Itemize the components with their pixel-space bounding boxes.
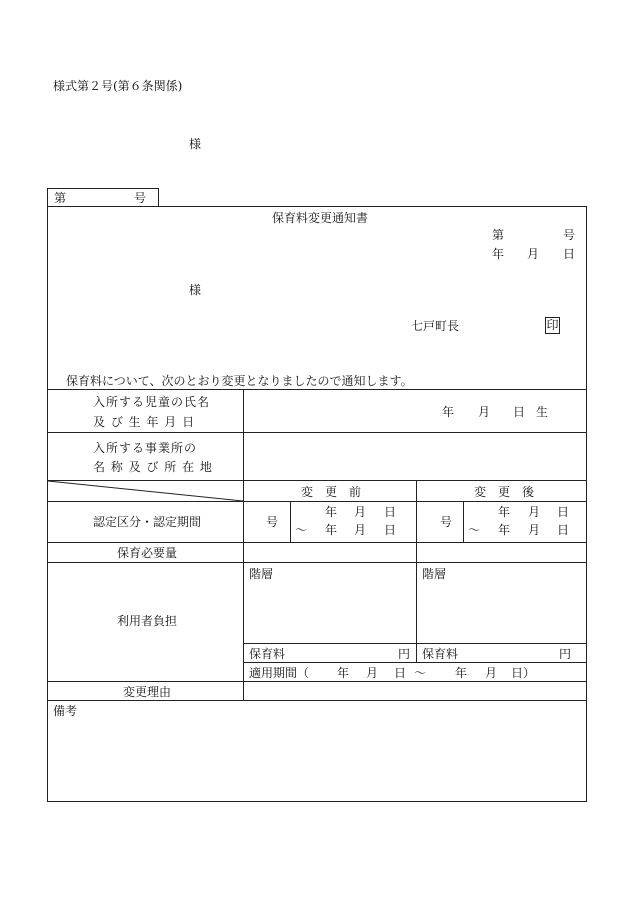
recipient-honorific: 様: [189, 283, 202, 297]
before-fee-yen: 円: [398, 647, 411, 661]
birth-suffix: 生: [536, 405, 549, 419]
after-tier-label: 階層: [422, 567, 447, 581]
period-start-year: 年: [337, 666, 350, 680]
before-start-day: 日: [384, 505, 397, 519]
ref-no-dai: 第: [492, 228, 505, 242]
birth-year: 年: [442, 405, 455, 419]
date-year: 年: [492, 247, 505, 261]
birth-day: 日: [513, 405, 526, 419]
facility-address-label: 名 称 及 び 所 在 地: [93, 460, 213, 474]
intro-text: 保育料について、次のとおり変更となりましたので通知します。: [66, 374, 413, 388]
doc-number-go: 号: [134, 191, 147, 205]
before-go: 号: [266, 515, 279, 529]
period-end-year: 年: [455, 666, 468, 680]
row-line: [47, 501, 587, 502]
before-fee-label: 保育料: [249, 647, 286, 661]
before-end-day: 日: [384, 523, 397, 537]
row-line: [47, 432, 587, 433]
before-tier-label: 階層: [249, 567, 274, 581]
after-end-month: 月: [528, 523, 541, 537]
after-header: 変 更 後: [474, 485, 535, 499]
period-label: 適用期間（: [249, 666, 310, 680]
form-number: 様式第２号(第６条関係): [53, 79, 183, 93]
col-line: [243, 389, 244, 700]
period-start-month: 月: [366, 666, 379, 680]
reason-label: 変更理由: [123, 685, 172, 699]
user-burden-label: 利用者負担: [117, 614, 178, 628]
row-line: [47, 562, 587, 563]
seal-mark: 印: [546, 318, 559, 332]
diagonal-header-cell: [48, 481, 243, 501]
before-header: 変 更 前: [301, 485, 362, 499]
col-line: [416, 480, 417, 662]
row-line: [243, 662, 587, 663]
facility-label: 入所する事業所の: [93, 441, 198, 455]
after-end-day: 日: [557, 523, 570, 537]
care-amount-label: 保育必要量: [117, 546, 178, 560]
remarks-label: 備考: [53, 704, 78, 718]
after-start-month: 月: [528, 505, 541, 519]
certification-label: 認定区分・認定期間: [93, 515, 202, 529]
row-line: [47, 700, 587, 701]
birthdate-label: 及 び 生 年 月 日: [93, 415, 196, 429]
period-end-day: 日）: [511, 666, 536, 680]
before-tilde: 〜: [295, 523, 308, 537]
before-end-month: 月: [354, 523, 367, 537]
row-line: [47, 681, 587, 682]
date-month: 月: [527, 247, 540, 261]
after-end-year: 年: [498, 523, 511, 537]
date-day: 日: [563, 247, 576, 261]
period-end-month: 月: [485, 666, 498, 680]
form-title: 保育料変更通知書: [272, 211, 369, 225]
col-line: [290, 501, 291, 542]
after-start-year: 年: [498, 505, 511, 519]
after-fee-label: 保育料: [422, 647, 459, 661]
period-tilde: 〜: [414, 666, 427, 680]
row-line: [47, 542, 587, 543]
after-tilde: 〜: [468, 523, 481, 537]
doc-number-dai: 第: [54, 191, 67, 205]
after-fee-yen: 円: [559, 647, 572, 661]
period-start-day: 日: [394, 666, 407, 680]
issuer-name: 七戸町長: [411, 319, 460, 333]
row-line: [47, 389, 587, 390]
top-honorific: 様: [189, 137, 202, 151]
before-end-year: 年: [325, 523, 338, 537]
before-start-month: 月: [354, 505, 367, 519]
child-name-label: 入所する児童の氏名: [93, 395, 211, 409]
before-start-year: 年: [325, 505, 338, 519]
after-start-day: 日: [557, 505, 570, 519]
after-go: 号: [440, 515, 453, 529]
ref-no-go: 号: [563, 228, 576, 242]
col-line: [463, 501, 464, 542]
birth-month: 月: [478, 405, 491, 419]
form-frame: [47, 206, 587, 802]
row-line: [243, 643, 587, 644]
